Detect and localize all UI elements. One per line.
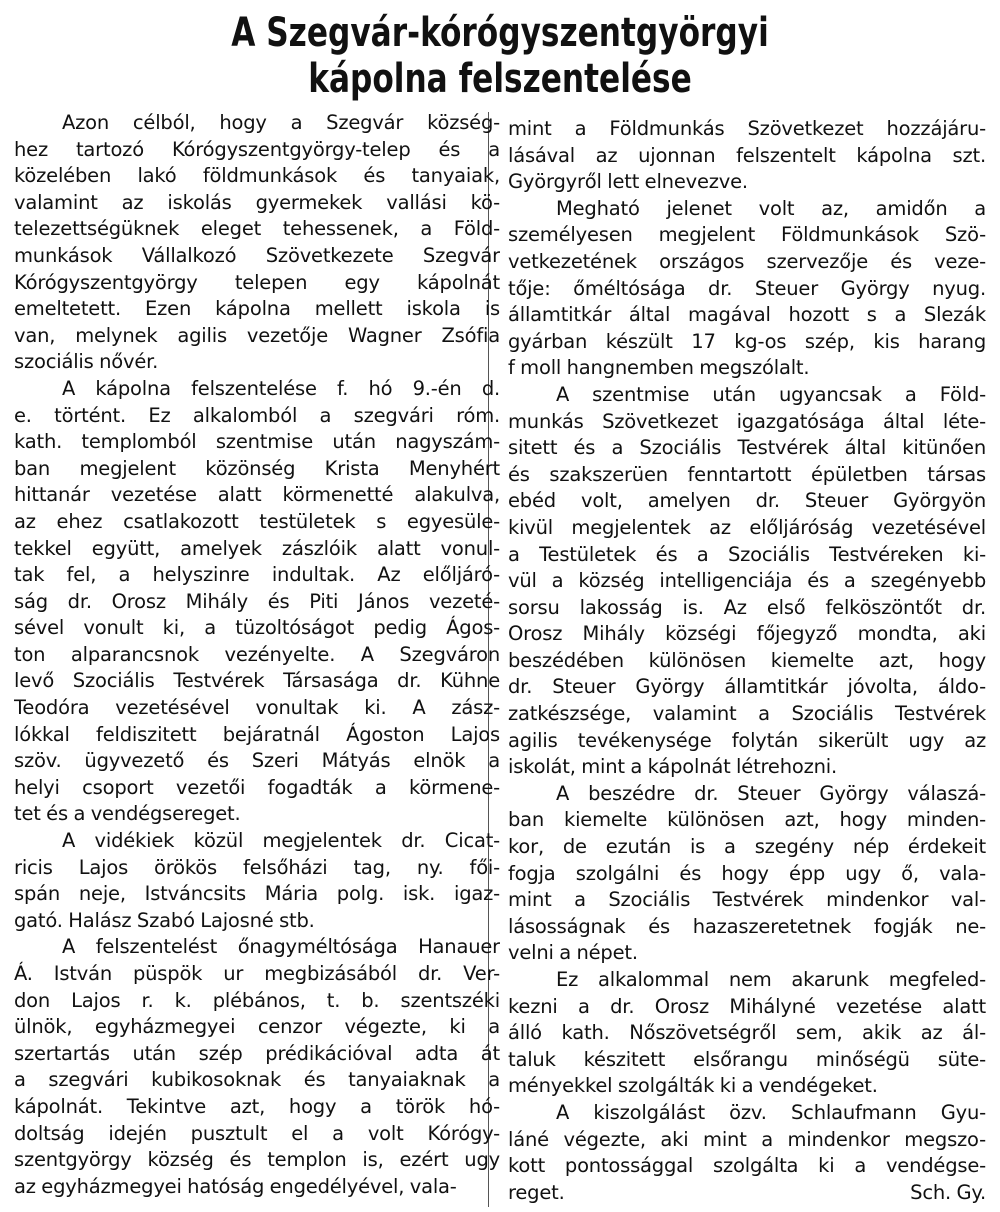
text-line: személyesen megjelent Földmunkások Szö- (508, 223, 986, 247)
paragraph (508, 967, 986, 1100)
text-line: szöv. ügyvezető és Szeri Mátyás elnök a (14, 749, 500, 773)
text-line: államtitkár által magával hozott s a Slezák (508, 303, 986, 327)
text-line: a Testületek és a Szociális Testvéreken ki- (508, 542, 986, 566)
text-line: ban kiemelte különösen azt, hogy minden- (508, 808, 986, 832)
headline-line-1: A Szegvár-kórógyszentgyörgyi (231, 10, 769, 56)
article-headline (121, 10, 879, 106)
headline-line-2: kápolna felszentelése (308, 56, 692, 102)
text-line: Ez alkalommal nem akarunk megfeled- (556, 968, 986, 991)
text-line: vül a község intelligenciája és a szegényebb (508, 569, 986, 593)
text-line: ság dr. Orosz Mihály és Piti János vezeté- (14, 589, 500, 613)
text-line: láné végezte, aki mint a mindenkor megszo- (508, 1127, 986, 1151)
text-line: iskolát, mint a kápolnát létrehozni. (508, 755, 838, 779)
text-line: sével vonult ki, a tüzoltóságot pedig Ágos- (14, 616, 500, 640)
text-line: szertartás után szép prédikációval adta át (14, 1041, 500, 1065)
text-line: a szegvári kubikosoknak és tanyaiaknak a (14, 1068, 500, 1092)
text-line: valamint az iskolás gyermekek vallási kö- (14, 190, 500, 214)
paragraph (508, 781, 986, 967)
text-line: álló kath. Nőszövetségről sem, akik az ál- (508, 1021, 986, 1045)
text-line: zatkészsége, valamint a Szociális Testvérek (508, 702, 986, 726)
text-line: ményekkel szolgálták ki a vendégeket. (508, 1074, 878, 1098)
text-line: Teodóra vezetésével vonultak ki. A zász- (14, 696, 500, 720)
text-line: lásával az ujonnan felszentelt kápolna szt. (508, 143, 986, 167)
text-line: van, melynek agilis vezetője Wagner Zsófia (14, 323, 500, 347)
text-line: kott pontossággal szolgálta ki a vendégse- (508, 1154, 986, 1178)
text-line: Megható jelenet volt az, amidőn a (556, 196, 986, 220)
text-line: szentgyörgy község és templon is, ezért ugy (14, 1148, 500, 1172)
text-line: az egyházmegyei hatóság engedélyével, vala- (14, 1174, 457, 1198)
text-line: ülnök, egyházmegyei cenzor végezte, ki a (14, 1015, 500, 1039)
text-line: sorsu lakosság is. Az első felköszöntőt dr. (508, 595, 986, 619)
text-line: ebéd volt, amelyen dr. Steuer Györgyön (508, 489, 986, 513)
text-line: tője: őméltósága dr. Steuer György nyug. (508, 276, 986, 300)
text-line: gyárban készült 17 kg-os szép, kis harang (508, 329, 986, 353)
paragraph (14, 934, 500, 1200)
text-line: fogja szolgálni és hogy épp ugy ő, vala- (508, 861, 986, 885)
article-body (14, 110, 986, 1210)
right-column (508, 116, 986, 1206)
text-line: spán neje, Istváncsits Mária polg. isk. igaz- (14, 882, 500, 906)
text-line: kath. templomból szentmise után nagyszám- (14, 430, 500, 454)
text-line: dr. Steuer György államtitkár jóvolta, áldo- (508, 675, 986, 699)
text-line: A felszentelést őnagyméltósága Hanauer (62, 935, 500, 959)
paragraph (14, 376, 500, 828)
paragraph (14, 828, 500, 934)
text-line: hittanár vezetése alatt körmenetté alakulva, (14, 483, 500, 507)
text-line: tekkel együtt, amelyek zászlóik alatt vonul- (14, 536, 500, 560)
text-line: A beszédre dr. Steuer György válaszá- (556, 781, 986, 805)
paragraph (508, 382, 986, 781)
text-line: sitett és a Szociális Testvérek által kitünően (508, 436, 986, 460)
text-line: A kápolna felszentelése f. hó 9.-én d. (62, 376, 500, 400)
paragraph (508, 116, 986, 196)
text-line: levő Szociális Testvérek Társasága dr. Kühne (14, 669, 500, 693)
text-line: ricis Lajos örökös felsőházi tag, ny. fői- (14, 855, 500, 879)
text-line: mint a Szociális Testvérek mindenkor val- (508, 888, 986, 912)
text-line: és szakszerüen fenntartott épületben társas (508, 462, 986, 486)
text-line: emeltetett. Ezen kápolna mellett iskola is (14, 297, 500, 321)
text-line: doltság idején pusztult el a volt Kórógy- (14, 1121, 500, 1145)
text-line: Orosz Mihály községi főjegyző mondta, aki (508, 622, 986, 646)
text-line: lókkal feldiszitett bejáratnál Ágoston Lajos (14, 722, 500, 746)
left-column (14, 110, 500, 1200)
text-line: kor, de ezután is a szegény nép érdekeit (508, 835, 986, 859)
author-signature: Sch. Gy. (910, 1180, 986, 1204)
text-line: Györgyről lett elnevezve. (508, 170, 748, 194)
text-line: kezni a dr. Orosz Mihályné vezetése alatt (508, 994, 986, 1018)
text-line: munkás Szövetkezet igazgatósága által léte- (508, 409, 986, 433)
text-line: telezettségüknek eleget tehessenek, a Föld- (14, 217, 500, 241)
text-line: az ehez csatlakozott testületek s egyesüle- (14, 509, 500, 533)
paragraph (14, 110, 500, 376)
text-line: A kiszolgálást özv. Schlaufmann Gyu- (556, 1100, 986, 1124)
text-line: taluk készitett elsőrangu minőségü süte- (508, 1047, 986, 1071)
text-line: A vidékiek közül megjelentek dr. Cicat- (62, 829, 500, 853)
paragraph (508, 196, 986, 382)
text-line: közelében lakó földmunkások és tanyaiak, (14, 164, 500, 188)
text-line: Á. István püspök ur megbizásából dr. Ver- (14, 962, 500, 985)
text-line: reget. (508, 1180, 565, 1204)
text-line: vetkezetének országos szervezője és veze- (508, 249, 986, 273)
text-line: helyi csoport vezetői fogadták a körmene- (14, 775, 500, 799)
text-line: tak fel, a helyszinre indultak. Az előljáró- (14, 563, 500, 587)
text-line: kivül megjelentek az előljáróság vezetésével (508, 515, 986, 539)
text-line: kápolnát. Tekintve azt, hogy a török hó- (14, 1094, 500, 1118)
text-line: beszédében különösen kiemelte azt, hogy (508, 648, 986, 672)
text-line: szociális nővér. (14, 350, 159, 374)
text-line: munkások Vállalkozó Szövetkezete Szegvár (14, 243, 500, 267)
text-line: mint a Földmunkás Szövetkezet hozzájáru- (508, 117, 986, 140)
text-line: gató. Halász Szabó Lajosné stb. (14, 908, 315, 932)
text-line: hez tartozó Kórógyszentgyörgy-telep és a (14, 137, 500, 161)
text-line: f moll hangnemben megszólalt. (508, 356, 810, 380)
text-line: lásosságnak és hazaszeretetnek fogják ne- (508, 914, 986, 938)
text-line: don Lajos r. k. plébános, t. b. szentszéki (14, 988, 500, 1012)
text-line: e. történt. Ez alkalomból a szegvári róm. (14, 403, 500, 427)
text-line: agilis tevékenysége folytán sikerült ugy az (508, 728, 986, 752)
text-line: ton alparancsnok vezényelte. A Szegváron (14, 642, 500, 666)
text-line: A szentmise után ugyancsak a Föld- (556, 382, 986, 406)
text-line: Kórógyszentgyörgy telepen egy kápolnát (14, 270, 500, 294)
text-line: tet és a vendégsereget. (14, 802, 241, 826)
text-line: Azon célból, hogy a Szegvár község- (62, 111, 500, 134)
text-line: ban megjelent közönség Krista Menyhért (14, 456, 500, 480)
text-line: velni a népet. (508, 941, 638, 965)
